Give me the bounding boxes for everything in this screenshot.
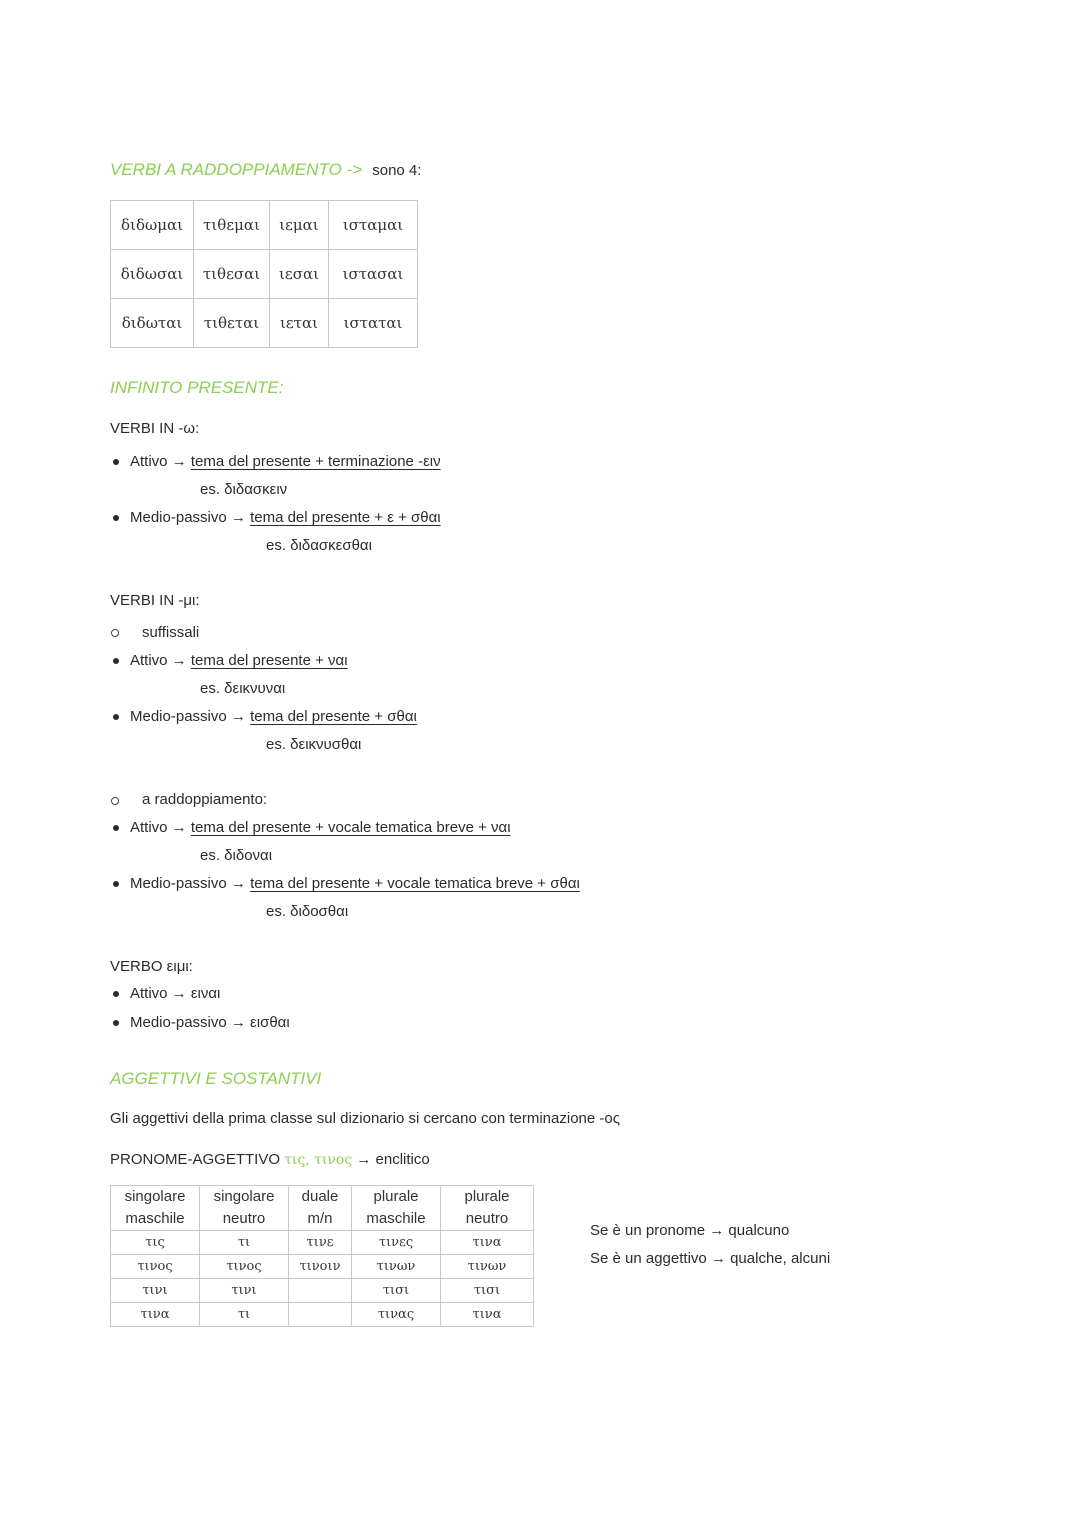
note-aggettivo: Se è un aggettivo → qualche, alcuni xyxy=(590,1250,831,1267)
table-cell: ισταμαι xyxy=(329,201,418,250)
table-cell: τινα xyxy=(111,1303,200,1327)
table-cell: τινων xyxy=(441,1255,534,1279)
table-cell: ιεται xyxy=(270,299,329,348)
table-row xyxy=(111,250,418,299)
bullet-icon xyxy=(113,515,119,521)
column-header: plurale neutro xyxy=(441,1186,534,1231)
aggettivi-sentence: Gli aggettivi della prima classe sul dizionario si cercano con terminazione -ος xyxy=(110,1110,620,1127)
pronome-line: PRONOME-AGGETTIVO τις, τινος → enclitico xyxy=(110,1151,430,1168)
table-cell: τινι xyxy=(200,1279,289,1303)
example-text: es. δεικνυναι xyxy=(200,680,286,697)
table-cell xyxy=(289,1279,352,1303)
table-cell: τιθεμαι xyxy=(194,201,270,250)
table-cell: τις xyxy=(111,1231,200,1255)
suffissali-label: suffissali xyxy=(142,624,200,641)
example-text: es. διδασκεσθαι xyxy=(266,537,372,554)
section-title-verbi-raddoppiamento: VERBI A RADDOPPIAMENTO -> sono 4: xyxy=(110,160,422,179)
table-cell: τιθεσαι xyxy=(194,250,270,299)
pronome-table xyxy=(110,1185,534,1327)
eimi-attivo: Attivo → ειναι xyxy=(130,985,221,1002)
section-title-infinito: INFINITO PRESENTE: xyxy=(110,378,284,397)
note-pronome: Se è un pronome → qualcuno xyxy=(590,1222,790,1239)
table-cell: τινας xyxy=(352,1303,441,1327)
medio-rule-line: Medio-passivo → tema del presente + σθαι xyxy=(130,708,417,725)
example-text: es. διδασκειν xyxy=(200,481,288,498)
medio-rule-line: Medio-passivo → tema del presente + vocale tematica breve + σθαι xyxy=(130,875,580,892)
verbi-mi-heading: VERBI IN -μι: xyxy=(110,592,200,609)
raddoppiamento-label: a raddoppiamento: xyxy=(142,791,268,808)
bullet-icon xyxy=(113,658,119,664)
table-row xyxy=(111,1255,534,1279)
table-cell: τινες xyxy=(352,1231,441,1255)
table-cell: τινος xyxy=(200,1255,289,1279)
bullet-icon xyxy=(113,825,119,831)
bullet-icon xyxy=(113,714,119,720)
circle-bullet-icon xyxy=(111,797,119,805)
verbi-omega-heading: VERBI IN -ω: xyxy=(110,420,200,437)
table-row xyxy=(111,1279,534,1303)
attivo-rule-line: Attivo → tema del presente + terminazione -ειν xyxy=(130,453,441,470)
column-header: singolare maschile xyxy=(111,1186,200,1231)
table-cell: τι xyxy=(200,1303,289,1327)
table-cell: τινοιν xyxy=(289,1255,352,1279)
verbo-eimi-heading: VERBO ειμι: xyxy=(110,958,193,975)
bullet-icon xyxy=(113,459,119,465)
table-cell xyxy=(289,1303,352,1327)
example-text: es. διδοσθαι xyxy=(266,903,349,920)
table-row xyxy=(111,201,418,250)
table-cell: τινι xyxy=(111,1279,200,1303)
table-cell: τισι xyxy=(441,1279,534,1303)
table-cell: ιεσαι xyxy=(270,250,329,299)
verbi-raddoppiamento-table xyxy=(110,200,418,348)
table-cell: ισταται xyxy=(329,299,418,348)
table-row xyxy=(111,1303,534,1327)
table-cell: τινων xyxy=(352,1255,441,1279)
table-cell: τισι xyxy=(352,1279,441,1303)
table-cell: ιεμαι xyxy=(270,201,329,250)
table-cell: τινα xyxy=(441,1303,534,1327)
column-header: duale m/n xyxy=(289,1186,352,1231)
attivo-rule-line: Attivo → tema del presente + ναι xyxy=(130,652,348,669)
example-text: es. διδοναι xyxy=(200,847,273,864)
bullet-icon xyxy=(113,991,119,997)
table-cell: τιθεται xyxy=(194,299,270,348)
table-cell: διδωται xyxy=(111,299,194,348)
table-cell: διδωσαι xyxy=(111,250,194,299)
section-title-aggettivi: AGGETTIVI E SOSTANTIVI xyxy=(110,1069,322,1088)
pronome-greek: τις, τινος xyxy=(284,1152,353,1168)
table-header-row xyxy=(111,1186,534,1231)
medio-rule-line: Medio-passivo → tema del presente + ε + σθαι xyxy=(130,509,441,526)
table-cell: τινε xyxy=(289,1231,352,1255)
section-suffix: sono 4: xyxy=(372,162,422,179)
table-cell: ιστασαι xyxy=(329,250,418,299)
table-row xyxy=(111,299,418,348)
table-cell: τι xyxy=(200,1231,289,1255)
example-text: es. δεικνυσθαι xyxy=(266,736,362,753)
bullet-icon xyxy=(113,881,119,887)
bullet-icon xyxy=(113,1020,119,1026)
table-row xyxy=(111,1231,534,1255)
eimi-medio: Medio-passivo → εισθαι xyxy=(130,1014,290,1031)
table-cell: διδωμαι xyxy=(111,201,194,250)
column-header: plurale maschile xyxy=(352,1186,441,1231)
column-header: singolare neutro xyxy=(200,1186,289,1231)
table-cell: τινος xyxy=(111,1255,200,1279)
attivo-rule-line: Attivo → tema del presente + vocale tematica breve + ναι xyxy=(130,819,511,836)
circle-bullet-icon xyxy=(111,629,119,637)
table-cell: τινα xyxy=(441,1231,534,1255)
